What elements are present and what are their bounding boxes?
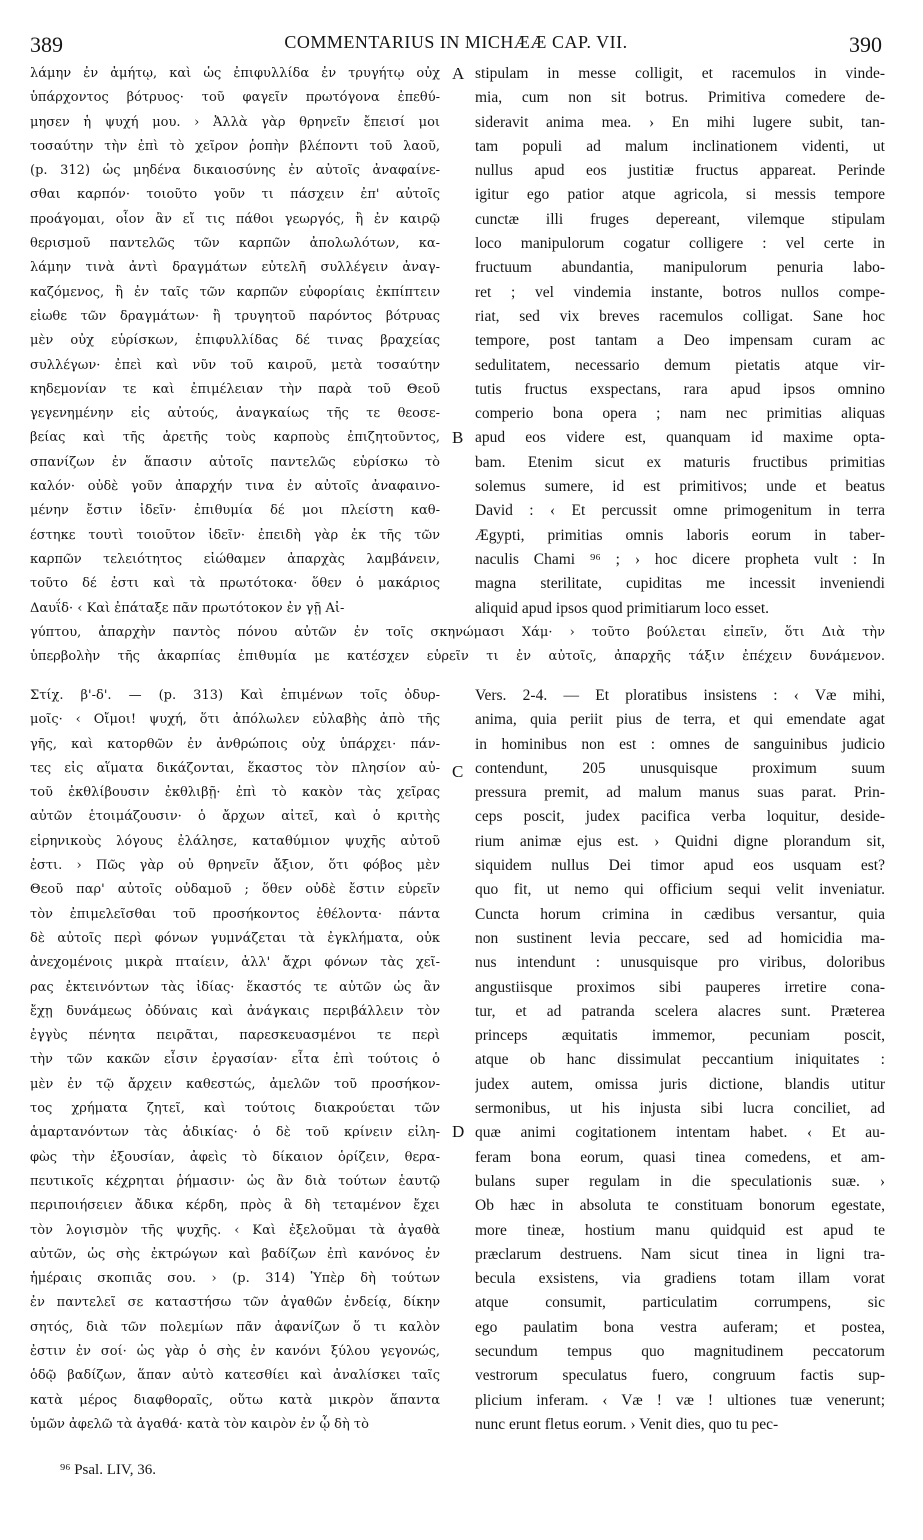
latin-line: bulans super regulam in die speculationis suæ. › bbox=[475, 1172, 885, 1190]
greek-line: έστηκε τουτὶ τοιοῦτον ἰδεῖν· ἐπειδὴ γὰρ ἐκ τῆς τῶν bbox=[30, 527, 440, 543]
greek-line: καρπῶν τελειότητος εἰώθαμεν ἀπαρχὰς λαμβάνειν, bbox=[30, 551, 440, 567]
greek-line: ἔχῃ δυνάμεως ὀδύναις καὶ ἀνάγκαις περιβάλλειν τὸν bbox=[30, 1003, 440, 1019]
latin-line: præclarum destruens. Nam sicut tinea in ligni tra- bbox=[475, 1245, 885, 1263]
greek-line: λάμην ἐν ἀμήτῳ, καὶ ὡς ἐπιφυλλίδα ἐν τρυγήτῳ οὐχ bbox=[30, 66, 440, 81]
greek-line: τὸν λογισμὸν τῆς ψυχῆς. ‹ Καὶ ἐξελοῦμαι τὰ ἀγαθὰ bbox=[30, 1222, 440, 1238]
latin-line: stipulam in messe colligit, et racemulos in vinde- bbox=[475, 65, 885, 82]
margin-letter: C bbox=[452, 762, 464, 781]
greek-line: ἡμέραις σκοπιᾶς σου. › (p. 314) Ὑπὲρ δὴ τούτων bbox=[30, 1271, 440, 1287]
latin-line: becula exsistens, via gradiens totam illam vorat bbox=[475, 1270, 885, 1288]
margin-letter: A bbox=[452, 64, 465, 83]
greek-line: μησεν ἡ ψυχή μου. › Ἀλλὰ γὰρ θρηνεῖν ἔπεισί μοι bbox=[30, 114, 440, 130]
latin-line: cunctæ illi fruges depereant, vilemque stipulam bbox=[475, 210, 885, 228]
latin-line: naculis Chami ⁹⁶ ; › hoc dicere propheta vult : In bbox=[475, 550, 885, 568]
greek-line: τοῦτο δέ ἐστι καὶ τὰ πρωτότοκα· ὅθεν ὁ μακάριος bbox=[30, 576, 440, 592]
greek-line: τὴν τῶν κακῶν εἶσιν ἐργασίαν· εἶτα ἐπὶ τούτοις ὁ bbox=[30, 1052, 440, 1068]
greek-line: Δαυΐδ· ‹ Καὶ ἐπάταξε πᾶν πρωτότοκον ἐν γῇ Αἰ- bbox=[30, 600, 345, 616]
latin-line: nunc erunt fletus eorum. › Venit dies, quo tu pec- bbox=[475, 1415, 779, 1433]
greek-line: αὐτῶν, ὡς σὴς ἐκτρώγων καὶ βαδίζων ἐπὶ κανόνος ἐν bbox=[30, 1246, 440, 1262]
greek-column bbox=[30, 62, 440, 621]
latin-line: loco manipulorum cogatur colligere : vel certe in bbox=[475, 235, 885, 253]
greek-line: κηδεμονίαν τε καὶ ἐπιμέλειαν τὴν παρὰ τοῦ Θεοῦ bbox=[30, 381, 440, 397]
latin-line: rium animæ ejus est. › Quidni digne plorandum sit, bbox=[475, 832, 885, 850]
latin-line: quæ animi cogitationem intentam habet. ‹ Et au- bbox=[475, 1124, 885, 1142]
greek-line: γεγενημένην εἰς αὐτούς, ἀναγκαίως τῆς τε θεοσε- bbox=[30, 406, 440, 422]
greek-line: εἰρηνικοὺς λόγους ἐλάλησε, καταθύμιον ψυχῆς αὐτοῦ bbox=[30, 833, 440, 849]
greek-line: ὁδῷ βαδίζων, ἅπαν αὐτὸ κατεσθίει καὶ ἀναλίσκει ταῖς bbox=[30, 1368, 440, 1384]
latin-line: princeps æquitatis immemor, pecuniam poscit, bbox=[475, 1027, 885, 1045]
latin-line: Ægypti, primitias omnis laboris eorum in taber- bbox=[475, 526, 885, 544]
latin-line: angustiisque proximos sibi pauperes irretire cona- bbox=[475, 978, 885, 996]
page-number-left: 389 bbox=[30, 32, 63, 57]
greek-line: ρας ἐκτεινόντων τὰς ἰδίας· ἕκαστός τε αὐτῶν ὡς ἂν bbox=[30, 979, 440, 995]
greek-line: τὸν ἐπιμελεῖσθαι τοῦ προσήκοντος ἐθέλοντα· πάντα bbox=[30, 906, 440, 922]
greek-line: μένην ἔστιν ἰδεῖν· ἐπιθυμία δέ μοι πλείστη καθ- bbox=[30, 503, 440, 519]
running-title: COMMENTARIUS IN MICHÆÆ CAP. VII. bbox=[284, 32, 628, 52]
latin-line: ego paulatim bona vestra auferam; et postea, bbox=[475, 1318, 885, 1336]
latin-line: sideravit anima mea. › En mihi lugere subit, tan- bbox=[475, 113, 885, 131]
greek-line: ἀνεχομένοις μικρὰ πταίειν, ἀλλ' ἄχρι φόνων τὰς χεῖ- bbox=[30, 955, 440, 971]
greek-line: φὼς τὴν ἐξουσίαν, ἀφεὶς τὸ δίκαιον ὁρίζειν, θερα- bbox=[30, 1149, 440, 1165]
greek-line: ἐστι. › Πῶς γὰρ οὐ θρηνεῖν ἄξιον, ὅτι φόβος μὲν bbox=[30, 858, 440, 874]
latin-line: Ob hæc in absoluta te constituam bonorum egestate, bbox=[475, 1197, 885, 1215]
latin-line: fructuum abundantia, manipulorum penuria labo- bbox=[475, 259, 885, 277]
greek-line: μὲν ἐν τῷ ἄρχειν καθεστώς, ἀμελῶν τοῦ προσήκον- bbox=[30, 1076, 440, 1092]
greek-line: κατὰ μέρος διαφθοραῖς, οὕτω κατὰ μικρὸν ἅπαντα bbox=[30, 1392, 440, 1408]
greek-line: ὑπάρχοντος βότρυος· τοῦ φαγεῖν πρωτόγονα ἐπεθύ- bbox=[30, 90, 440, 106]
greek-line: τες εἰς αἵματα δικάζονται, ἕκαστος τὸν πλησίον αὐ- bbox=[30, 760, 440, 776]
latin-line: tutis fructus exspectans, rara apud ipsos omnino bbox=[475, 380, 885, 398]
latin-column bbox=[475, 62, 885, 621]
latin-line: Vers. 2-4. — Et ploratibus insistens : ‹ Væ mihi, bbox=[475, 687, 885, 704]
greek-line: προάγομαι, οἷον ἂν εἴ τις πάθοι γεωργός, ἢ ἐν καιρῷ bbox=[30, 211, 440, 227]
greek-line: θερισμοῦ παντελῶς τῶν καρπῶν ἀπολωλότων, κα- bbox=[30, 236, 440, 252]
latin-line: judex autem, omissa juris dictione, blandis utitur bbox=[475, 1075, 885, 1093]
greek-line: πευτικοῖς κέχρηται ῥήμασιν· ὡς ἂν διὰ τούτων ἑαυτῷ bbox=[30, 1173, 440, 1189]
greek-line: εἰωθε τῶν δραγμάτων· ἢ τρυγητοῦ παρόντος βότρυας bbox=[30, 308, 440, 324]
latin-line: vestrorum speculatus fuero, congruum factis sup- bbox=[475, 1367, 885, 1385]
greek-line: σθαι καρπόν· τοιοῦτο γοῦν τι πάσχειν ἐπ' αὐτοῖς bbox=[30, 187, 440, 203]
latin-line: mia, cum non sit botrus. Primitiva comedere de- bbox=[475, 89, 885, 107]
greek-line: μοῖς· ‹ Οἴμοι! ψυχή, ὅτι ἀπόλωλεν εὐλαβὴς ἀπὸ τῆς bbox=[30, 712, 440, 728]
greek-line: ἐγγὺς πένητα πειρᾶται, παρεσκευασμένοι τε περὶ bbox=[30, 1028, 440, 1044]
greek-line: συλλέγων· ἐπεὶ καὶ νῦν τοῦ καιροῦ, μετὰ τοσαύτην bbox=[30, 357, 440, 373]
margin-letter: B bbox=[452, 428, 464, 447]
latin-line: quo fit, ut nemo qui officium sequi velit inveniatur. bbox=[475, 881, 885, 899]
latin-line: apud eos videre est, quanquam id maxime opta- bbox=[475, 429, 885, 447]
latin-line: solemus sumere, id est primitivos; unde et beatus bbox=[475, 478, 885, 496]
latin-column bbox=[475, 684, 885, 1437]
latin-line: plicium inferam. ‹ Væ ! væ ! ultiones tuæ venerunt; bbox=[475, 1391, 885, 1409]
section-2 bbox=[30, 684, 885, 1444]
latin-line: ret ; vel vindemia instante, botros nullos compe- bbox=[475, 283, 885, 301]
latin-line: more tineæ, hostium manu quidquid est apud te bbox=[475, 1221, 885, 1239]
greek-line: Θεοῦ παρ' αὐτοῖς οὐδαμοῦ ; ὅθεν οὐδὲ ἔστιν εὑρεῖν bbox=[30, 882, 440, 898]
greek-line: τοῦ ἐκθλίβουσιν ἐκθλιβῇ· ἐπὶ τὸ κακὸν τὰς χεῖρας bbox=[30, 785, 440, 801]
greek-line: λάμην τινὰ ἀντὶ δραγμάτων εὐτελῆ συλλέγειν ἀναγ- bbox=[30, 260, 440, 276]
greek-column bbox=[30, 684, 440, 1437]
greek-line: μὲν οὐχ εὑρίσκων, ἐπιφυλλίδας δέ τινας βραχείας bbox=[30, 333, 440, 349]
latin-line: sermonibus, ut his injusta sibi lucra conciliet, ad bbox=[475, 1100, 885, 1118]
latin-line: aliquid apud ipsos quod primitiarum loco esset. bbox=[475, 599, 770, 617]
greek-line: δὲ αὐτοῖς περὶ φόνων γυμνάζεται τὰ ἐγκλήματα, οὐκ bbox=[30, 930, 440, 946]
greek-line: καλόν· οὐδὲ γοῦν ἀπαρχήν τινα ἐν αὐτοῖς ἀναφαινο- bbox=[30, 479, 440, 495]
greek-line: βείας καὶ τῆς ἀρετῆς τοὺς καρποὺς ἐπιζητοῦντος, bbox=[30, 430, 440, 446]
latin-line: secundum tempus quo magnitudinem peccatorum bbox=[475, 1343, 885, 1361]
greek-line: (p. 312) ὡς μηδένα δικαιοσύνης ἐν αὐτοῖς ἀναφαίνε- bbox=[30, 163, 440, 179]
greek-line: τος χρήματα ζητεῖ, καὶ τούτοις διακρούεται τῶν bbox=[30, 1101, 440, 1117]
greek-line: ἐν παντελεῖ σε καταστήσω τῶν ἀγαθῶν ἐνδείᾳ, δίκην bbox=[30, 1295, 440, 1311]
latin-line: comperio bona opera ; nam nec primitias aliquas bbox=[475, 405, 885, 423]
footnote: ⁹⁶ Psal. LIV, 36. bbox=[60, 1462, 157, 1478]
latin-line: David : ‹ Et percussit omne primogenitum in terra bbox=[475, 502, 885, 520]
latin-line: bam. Etenim sicut ex maturis fructibus primitias bbox=[475, 453, 885, 471]
latin-line: pressura premit, ad malum manus suas parat. Prin- bbox=[475, 784, 885, 802]
latin-line: tam populi ad malum inclinationem videnti, ut bbox=[475, 137, 885, 155]
latin-line: nus intendunt : unusquisque pro viribus, doloribus bbox=[475, 954, 885, 972]
greek-line: ἁμαρτανόντων τὰς ἀδικίας· ὁ δὲ τοῦ κρίνειν εἰλη- bbox=[30, 1125, 440, 1141]
latin-line: atque ob hanc dissimulat peccantium iniquitates : bbox=[475, 1051, 885, 1069]
greek-line: αὐτῶν ἑτοιμάζουσιν· ὁ ἄρχων αἰτεῖ, καὶ ὁ κριτὴς bbox=[30, 809, 440, 825]
greek-full-line: ὑπερβολὴν τῆς ἀκαρπίας ἐπιθυμία με κατέσχεν εὑρεῖν τι ἐν αὐτοῖς, ἀπαρχῆς τάξιν ἐπέχειν δυνάμενον. bbox=[30, 649, 885, 665]
latin-line: tempore, post tantam a Deo impensam curam ac bbox=[475, 332, 885, 350]
latin-line: Cuncta horum crimina in cædibus versantur, quia bbox=[475, 905, 885, 923]
latin-line: anima, quia periit pius de terra, et qui emendate agat bbox=[475, 711, 885, 729]
latin-line: non sustinent levia peccare, sed ad homicidia ma- bbox=[475, 929, 885, 947]
margin-letter: D bbox=[452, 1122, 465, 1141]
latin-line: contendunt, 205 unusquisque proximum suum bbox=[475, 759, 885, 777]
page-number-right: 390 bbox=[849, 32, 882, 57]
latin-line: in hominibus non est : omnes de sanguinibus judicio bbox=[475, 735, 885, 753]
section-1 bbox=[30, 62, 885, 682]
greek-line: Στίχ. β'-δ'. — (p. 313) Καὶ ἐπιμένων τοῖς ὀδυρ- bbox=[30, 688, 440, 703]
latin-line: nullus apud eos justitiæ fructus appareat. Perinde bbox=[475, 162, 885, 180]
latin-line: feram bona eorum, quasi tinea comedens, et am- bbox=[475, 1148, 885, 1166]
greek-line: σπανίζων ἐν ἅπασιν αὐτοῖς παντελῶς εὑρίσκω τὸ bbox=[30, 454, 440, 470]
greek-line: σητός, διὰ τῶν πολεμίων πᾶν ἀφανίζων ὅ τι καλὸν bbox=[30, 1319, 440, 1335]
latin-line: sedulitatem, necessario demum pietatis atque vir- bbox=[475, 356, 885, 374]
greek-line: ἐστιν ἐν σοί· ὡς γὰρ ὁ σὴς ἐν κανόνι ξύλου γεγονώς, bbox=[30, 1344, 440, 1360]
greek-line: τοσαύτην τὴν ἐπὶ τὸ χεῖρον ῥοπὴν βλέποντι τοῦ λαοῦ, bbox=[30, 138, 440, 154]
latin-line: igitur ego patior atque agricola, si messis tempore bbox=[475, 186, 885, 204]
running-header bbox=[30, 32, 882, 56]
greek-line: ὑμῶν ἀφελῶ τὰ ἀγαθά· κατὰ τὸν καιρὸν ἐν ᾧ δὴ τὸ bbox=[30, 1416, 369, 1432]
greek-line: γῆς, καὶ κατορθῶν ἐν ἀνθρώποις οὐχ ὑπάρχει· πάν- bbox=[30, 736, 440, 752]
latin-line: magna sterilitate, cupiditas me incessit inveniendi bbox=[475, 575, 885, 593]
latin-line: atque consumit, particulatim corrumpens, sic bbox=[475, 1294, 885, 1312]
greek-full-line: γύπτου, ἀπαρχὴν παντὸς πόνου αὐτῶν ἐν τοῖς σκηνώμασι Χάμ· › τοῦτο βούλεται εἰπεῖν, ὅτι Διὰ τὴν bbox=[30, 624, 885, 640]
latin-line: siquidem nullus Dei timor apud eos usquam est? bbox=[475, 857, 885, 875]
latin-line: tur, et ad patranda scelera alacres sunt. Præterea bbox=[475, 1002, 885, 1020]
latin-line: ceps poscit, judex pacifica verba loquitur, deside- bbox=[475, 808, 885, 826]
greek-line: καζόμενος, ἢ ἐν ταῖς τῶν καρπῶν εὐφορίαις ἐκπίπτειν bbox=[30, 284, 440, 300]
greek-line: περιποιήσειεν ἄδικα κέρδη, πρὸς ἃ δὴ τεταμένον ἔχει bbox=[30, 1198, 440, 1214]
latin-line: riat, sed vix breves racemulos colligat. Sane hoc bbox=[475, 307, 885, 325]
